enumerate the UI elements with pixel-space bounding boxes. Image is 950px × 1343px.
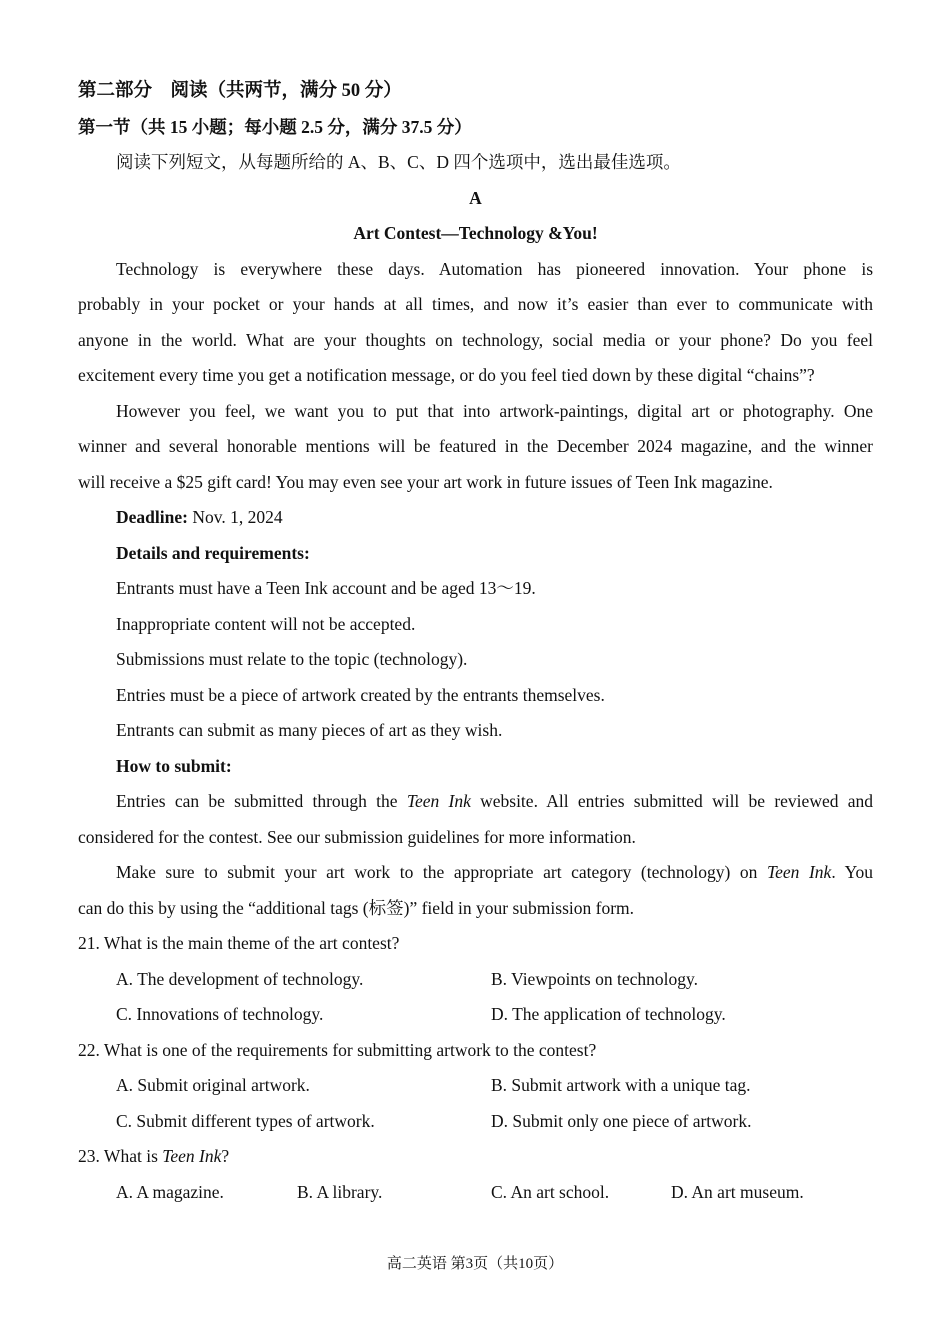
option-d: D. An art museum. <box>671 1181 804 1202</box>
option-c: C. Innovations of technology. <box>116 1004 324 1024</box>
question-stem: 23. What is Teen Ink? <box>78 1146 230 1166</box>
passage-title: Art Contest—Technology &You! <box>353 223 598 243</box>
option-c: C. An art school. <box>491 1181 610 1202</box>
paragraph-3 <box>78 784 873 855</box>
option-d: D. Submit only one piece of artwork. <box>491 1110 752 1131</box>
option-b: B. A library. <box>297 1181 383 1202</box>
option-b: B. Viewpoints on technology. <box>491 968 698 989</box>
paragraph-1 <box>78 252 873 394</box>
deadline <box>78 500 873 536</box>
requirement-item: Entrants must have a Teen Ink account and be aged 13～19. <box>116 578 536 598</box>
requirement-item: Inappropriate content will not be accepted. <box>116 613 416 634</box>
paragraph-line: will receive a $25 gift card! You may even see your art work in future issues of Teen Ink magazine. <box>78 471 773 492</box>
paragraph-line: excitement every time you get a notification message, or do you feel tied down by these digital “chains”? <box>78 365 815 385</box>
option-row <box>78 1068 873 1104</box>
paragraph-line: can do this by using the “additional tags (标签)” field in your submission form. <box>78 897 635 918</box>
deadline-value: Nov. 1, 2024 <box>187 507 283 527</box>
option-row <box>78 1104 873 1140</box>
requirement-item: Entries must be a piece of artwork created by the entrants themselves. <box>116 684 605 705</box>
paragraph-2 <box>78 394 873 501</box>
question-stem: 22. What is one of the requirements for submitting artwork to the contest? <box>78 1039 597 1060</box>
paragraph-line: anyone in the world. What are your thoughts on technology, social media or your phone? Do you feel <box>78 329 873 350</box>
details-heading: Details and requirements: <box>116 542 310 563</box>
option-row <box>78 997 873 1033</box>
paragraph-line: However you feel, we want you to put that into artwork-paintings, digital art or photography. One <box>116 400 873 421</box>
requirement-item: Entrants can submit as many pieces of art as they wish. <box>116 720 503 740</box>
paragraph-line: considered for the contest. See our submission guidelines for more information. <box>78 826 636 847</box>
option-d: D. The application of technology. <box>491 1004 726 1024</box>
paragraph-line: Entries can be submitted through the Teen Ink website. All entries submitted will be reviewed and <box>116 791 873 811</box>
option-row <box>78 1175 873 1211</box>
instruction: 阅读下列短文，从每题所给的 A、B、C、D 四个选项中，选出最佳选项。 <box>116 152 681 172</box>
question-stem: 21. What is the main theme of the art contest? <box>78 933 400 953</box>
option-a: A. A magazine. <box>116 1181 224 1202</box>
exam-page <box>78 74 873 1210</box>
paragraph-line: winner and several honorable mentions will be featured in the December 2024 magazine, and the winner <box>78 436 873 456</box>
option-c: C. Submit different types of artwork. <box>116 1110 375 1131</box>
section-heading: 第一节（共 15 小题；每小题 2.5 分，满分 37.5 分） <box>78 116 472 137</box>
question-23 <box>78 1139 873 1210</box>
question-21 <box>78 926 873 1033</box>
option-a: A. Submit original artwork. <box>116 1075 310 1095</box>
requirements-list <box>78 571 873 749</box>
option-row <box>78 962 873 998</box>
paragraph-line: Technology is everywhere these days. Automation has pioneered innovation. Your phone is <box>116 258 873 279</box>
deadline-label: Deadline: <box>116 507 188 527</box>
part-heading: 第二部分 阅读（共两节，满分 50 分） <box>78 81 402 101</box>
paragraph-line: Make sure to submit your art work to the appropriate art category (technology) on Teen Ink. You <box>116 862 873 882</box>
paragraph-line: probably in your pocket or your hands at all times, and now it’s easier than ever to communicate with <box>78 294 873 314</box>
paragraph-4 <box>78 855 873 926</box>
question-22 <box>78 1033 873 1140</box>
requirement-item: Submissions must relate to the topic (technology). <box>116 649 468 669</box>
option-b: B. Submit artwork with a unique tag. <box>491 1075 751 1095</box>
passage-letter: A <box>469 187 482 208</box>
page-footer: 高二英语 第3页（共10页） <box>386 1256 564 1272</box>
how-to-submit-heading: How to submit: <box>116 755 232 776</box>
option-a: A. The development of technology. <box>116 968 364 989</box>
